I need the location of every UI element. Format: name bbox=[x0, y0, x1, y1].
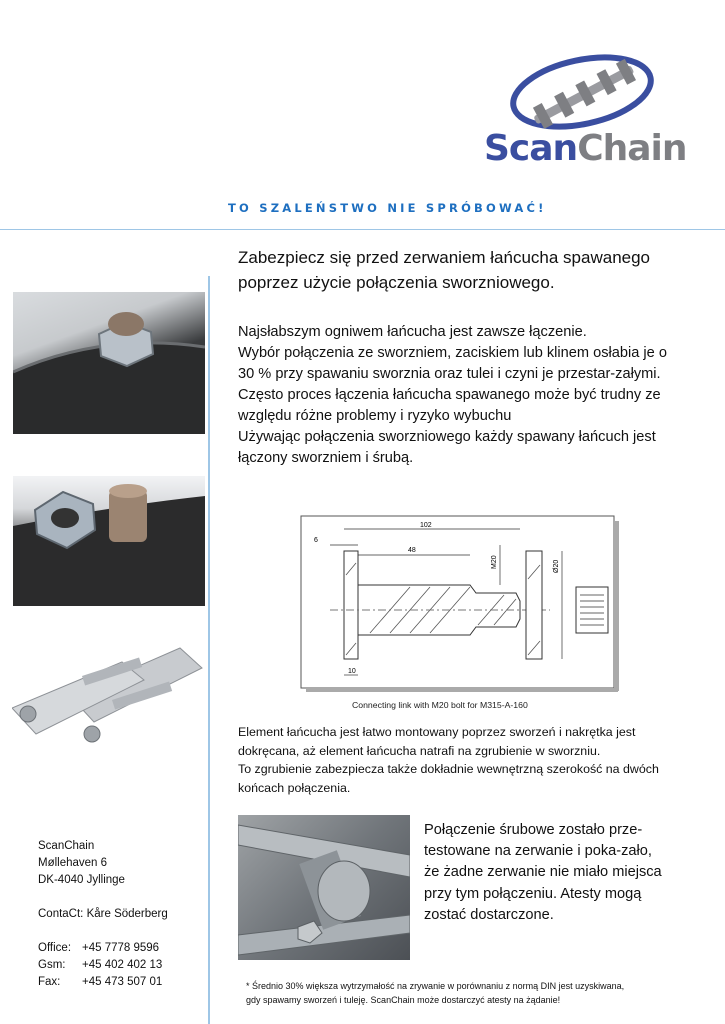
photo-test-result bbox=[238, 815, 410, 960]
intro-paragraph-1: Najsłabszym ogniwem łańcucha jest zawsze łączenie. bbox=[238, 324, 587, 340]
street: Møllehaven 6 bbox=[38, 857, 108, 869]
assembly-text bbox=[238, 723, 683, 797]
logo-text-chain: Chain bbox=[577, 128, 687, 169]
intro-paragraph-2: Wybór połączenia ze sworzniem, zaciskiem lub klinem osłabia je o 30 % przy spawaniu sworznia oraz tulei i czyni je przestar-załymi. bbox=[238, 345, 667, 382]
horizontal-divider bbox=[0, 229, 725, 230]
dim-6: 6 bbox=[314, 537, 318, 544]
logo-text-scan: Scan bbox=[484, 128, 578, 169]
photo-bolt-closeup-1 bbox=[13, 292, 205, 434]
contact-person: ContaCt: Kåre Söderberg bbox=[38, 908, 168, 920]
gsm-phone: +45 402 402 13 bbox=[82, 959, 163, 971]
gsm-label: Gsm: bbox=[38, 959, 66, 971]
dim-10: 10 bbox=[348, 668, 356, 675]
company-name: ScanChain bbox=[38, 840, 95, 852]
test-text: Połączenie śrubowe zostało prze-testowane na zerwanie i poka-zało, że żadne zerwanie nie miało miejsca przy tym połączeniu. Atesty mogą zostać dostarczone. bbox=[424, 822, 662, 923]
dim-d20: Ø20 bbox=[553, 559, 560, 573]
footnote-line-2: gdy spawamy sworzeń i tuleję. ScanChain może dostarczyć atesty na żądanie! bbox=[246, 994, 561, 1005]
logo-text bbox=[484, 128, 687, 169]
contact-block bbox=[38, 838, 168, 991]
tagline: TO SZALEŃSTWO NIE SPRÓBOWAĆ! bbox=[228, 201, 547, 215]
chain-logo-icon bbox=[510, 52, 660, 132]
intro-paragraph-4: Używając połączenia sworzniowego każdy spawany łańcuch jest łączony sworzniem i śrubą. bbox=[238, 429, 656, 466]
city: DK-4040 Jyllinge bbox=[38, 874, 125, 886]
fax-row bbox=[38, 974, 168, 991]
footnote bbox=[246, 980, 696, 1007]
photo-bolt-closeup-2 bbox=[13, 476, 205, 606]
assembly-paragraph-2: To zgrubienie zabezpiecza także dokładnie wewnętrzną szerokość na dwóch końcach połączenia. bbox=[238, 762, 659, 795]
intro-text bbox=[238, 322, 678, 469]
headline: Zabezpiecz się przed zerwaniem łańcucha spawanego poprzez użycie połączenia sworzniowego. bbox=[238, 248, 651, 292]
dim-48: 48 bbox=[408, 547, 416, 554]
vertical-divider bbox=[208, 276, 210, 1024]
office-phone: +45 7778 9596 bbox=[82, 942, 160, 954]
office-label: Office: bbox=[38, 942, 72, 954]
dim-102: 102 bbox=[420, 522, 432, 529]
dim-m20: M20 bbox=[491, 555, 498, 569]
technical-drawing bbox=[300, 515, 620, 693]
gsm-row bbox=[38, 957, 168, 974]
fax-number: +45 473 507 01 bbox=[82, 976, 163, 988]
connecting-link-render bbox=[12, 638, 204, 758]
fax-label: Fax: bbox=[38, 976, 61, 988]
footnote-line-1: * Średnio 30% większa wytrzymałość na zrywanie w porównaniu z normą DIN jest uzyskiwana, bbox=[246, 981, 625, 991]
intro-paragraph-3: Często proces łączenia łańcucha spawanego może być trudny ze względu różne problemy i ryzyko wybuchu bbox=[238, 387, 661, 424]
office-row bbox=[38, 940, 168, 957]
assembly-paragraph-1: Element łańcucha jest łatwo montowany poprzez sworzeń i nakrętka jest dokręcana, aż element łańcucha natrafi na zgrubienie w sworzniu. bbox=[238, 725, 636, 758]
drawing-caption: Connecting link with M20 bolt for M315-A-160 bbox=[352, 700, 528, 710]
